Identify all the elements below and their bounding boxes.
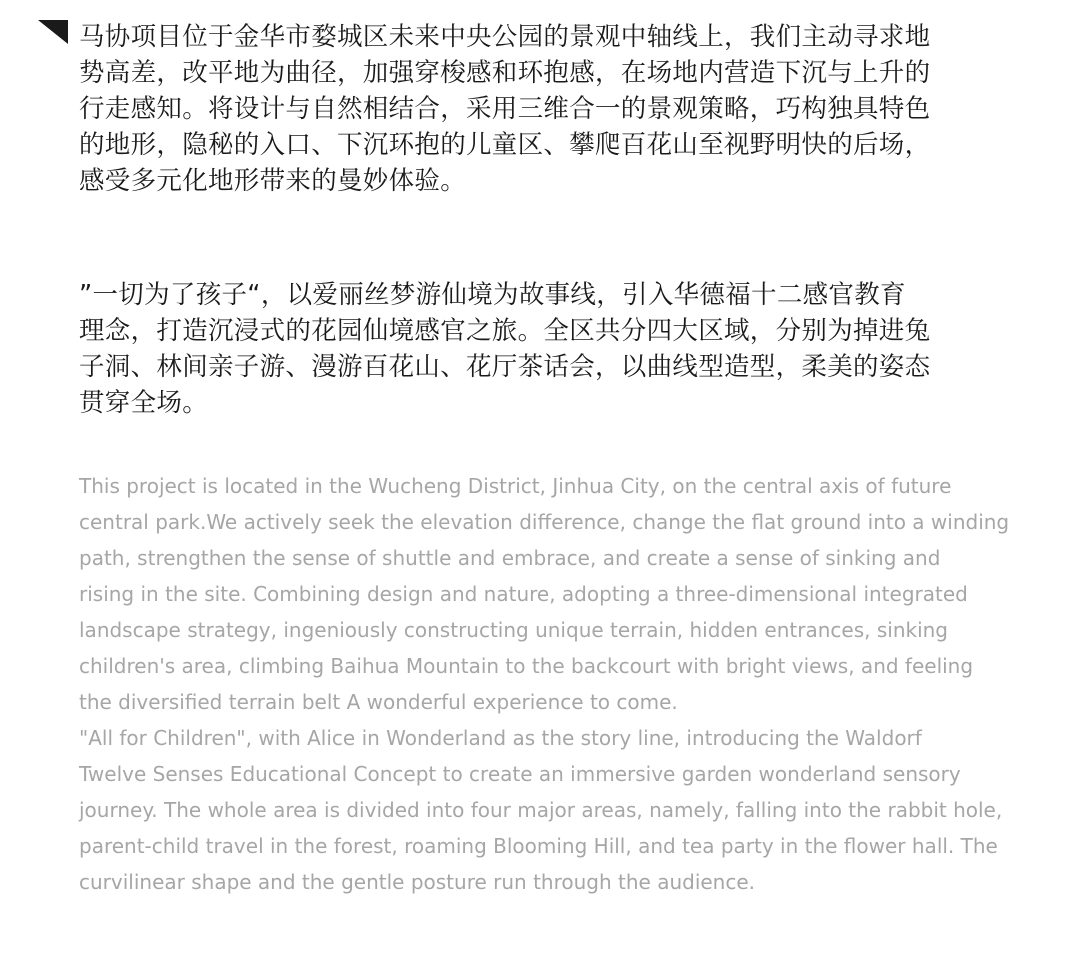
text-line: the diversified terrain belt A wonderful experience to come. <box>79 690 678 714</box>
text-line: children's area, climbing Baihua Mountain to the backcourt with bright views, and feeling <box>79 654 974 678</box>
text-line: curvilinear shape and the gentle posture run through the audience. <box>79 870 756 894</box>
text-line: "All for Children", with Alice in Wonderland as the story line, introducing the Waldorf <box>79 726 922 750</box>
text-line: journey. The whole area is divided into four major areas, namely, falling into the rabbit hole, <box>79 798 1003 822</box>
text-line: rising in the site. Combining design and nature, adopting a three-dimensional integrated <box>79 582 968 606</box>
chinese-paragraph-2 <box>79 277 1023 421</box>
corner-triangle-icon <box>38 20 68 44</box>
text-line: 的地形，隐秘的入口、下沉环抱的儿童区、攀爬百花山至视野明快的后场， <box>79 130 931 160</box>
text-line: central park.We actively seek the elevation difference, change the flat ground into a winding <box>79 510 1010 534</box>
text-line: 势高差，改平地为曲径，加强穿梭感和环抱感，在场地内营造下沉与上升的 <box>79 58 931 88</box>
text-line: 理念，打造沉浸式的花园仙境感官之旅。全区共分四大区域，分别为掉进兔 <box>79 316 931 346</box>
text-line: 子洞、林间亲子游、漫游百花山、花厅茶话会，以曲线型造型，柔美的姿态 <box>79 352 931 382</box>
chinese-paragraph-1 <box>79 19 1023 199</box>
text-line: path, strengthen the sense of shuttle and embrace, and create a sense of sinking and <box>79 546 941 570</box>
text-line: 贯穿全场。 <box>79 388 209 418</box>
text-line: landscape strategy, ingeniously constructing unique terrain, hidden entrances, sinking <box>79 618 949 642</box>
text-line: 行走感知。将设计与自然相结合，采用三维合一的景观策略，巧构独具特色 <box>79 94 931 124</box>
text-line: This project is located in the Wucheng District, Jinhua City, on the central axis of future <box>79 474 952 498</box>
text-line: 感受多元化地形带来的曼妙体验。 <box>79 166 467 196</box>
text-line: 马协项目位于金华市婺城区未来中央公园的景观中轴线上，我们主动寻求地 <box>79 22 931 52</box>
english-paragraph-2 <box>79 720 1023 900</box>
english-paragraph-1 <box>79 468 1023 720</box>
text-line: Twelve Senses Educational Concept to create an immersive garden wonderland sensory <box>79 762 961 786</box>
text-line: parent-child travel in the forest, roaming Blooming Hill, and tea party in the flower hall. The <box>79 834 998 858</box>
text-line: ”一切为了孩子“，以爱丽丝梦游仙境为故事线，引入华德福十二感官教育 <box>79 280 906 310</box>
